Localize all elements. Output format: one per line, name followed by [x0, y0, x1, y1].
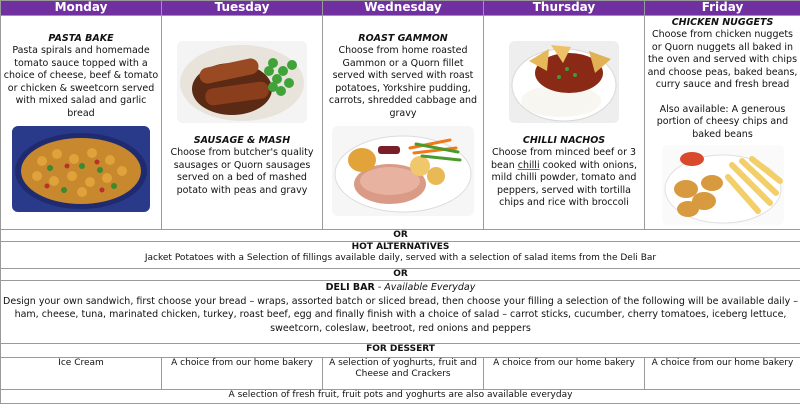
day-header-row [1, 1, 800, 16]
monday-dish-title: PASTA BAKE [48, 33, 114, 44]
tuesday-cell [162, 16, 323, 230]
day-header-friday: Friday [645, 1, 800, 16]
or-row-2 [1, 269, 800, 281]
hot-alternatives-cell [1, 242, 800, 269]
wednesday-dish-title: ROAST GAMMON [358, 33, 448, 44]
deli-bar-heading: DELI BAR [325, 282, 375, 293]
chilli-nachos-photo [509, 41, 619, 123]
friday-dish-description: Choose from chicken nuggets or Quorn nuggets all baked in the oven and served with chips and choose peas, baked beans, curry sauce and fresh bread [647, 29, 798, 90]
sausage-mash-photo [177, 41, 307, 123]
day-header-wednesday: Wednesday [323, 1, 484, 16]
hot-alternatives-heading: HOT ALTERNATIVES [351, 242, 450, 252]
monday-cell [1, 16, 162, 230]
deli-bar-text: Design your own sandwich, first choose your bread – wraps, assorted batch or sliced bread, then choose your filling a selection of the following will be available daily – ham, cheese, tuna, marinated chicken, turkey, roast beef, egg and finally finish with a choice of salad – carrot sticks, cucumber, cherry tomatoes, iceberg lettuce, sweetcorn, coleslaw, beetroot, red onions and peppers [3, 295, 798, 334]
monday-dish-description: Pasta spirals and homemade tomato sauce topped with a choice of cheese, beef & tomato or chicken & sweetcorn served with mixed salad and garlic bread [3, 45, 159, 119]
deli-bar-row [1, 281, 800, 344]
hot-alternatives-row [1, 242, 800, 269]
or-label-1: OR [1, 230, 800, 242]
friday-cell [645, 16, 800, 230]
thursday-dish-description: Choose from minced beef or 3 bean chilli cooked with onions, mild chilli powder, tomato and peppers, served with tortilla chips and rice with broccoli [491, 147, 637, 208]
dessert-item-monday: Ice Cream [1, 358, 162, 390]
friday-also-available: Also available: A generous portion of cheesy chips and baked beans [656, 103, 789, 140]
dessert-heading-row [1, 344, 800, 358]
day-header-thursday: Thursday [484, 1, 645, 16]
tuesday-dish-description: Choose from butcher's quality sausages or Quorn sausages served on a bed of mashed potato with peas and gravy [170, 147, 314, 196]
hot-alternatives-text: Jacket Potatoes with a Selection of fillings available daily, served with a selection of salad items from the Deli Bar [144, 253, 657, 263]
dessert-footer: A selection of fresh fruit, fruit pots and yoghurts are also available everyday [1, 390, 800, 404]
dessert-item-friday: A choice from our home bakery [645, 358, 800, 390]
thursday-cell [484, 16, 645, 230]
wednesday-dish-description: Choose from home roasted Gammon or a Quorn fillet served with served with roast potatoes, Yorkshire pudding, carrots, shredded cabbage and gravy [328, 45, 478, 119]
friday-dish-title: CHICKEN NUGGETS [671, 17, 774, 28]
or-row-1 [1, 230, 800, 242]
or-label-2: OR [1, 269, 800, 281]
wednesday-cell [323, 16, 484, 230]
deli-bar-title [1, 281, 800, 295]
dessert-heading: FOR DESSERT [1, 344, 800, 358]
deli-bar-cell [1, 281, 800, 344]
pasta-bake-photo [12, 126, 150, 212]
day-header-monday: Monday [1, 1, 162, 16]
dessert-footer-row [1, 390, 800, 404]
tuesday-dish-title: SAUSAGE & MASH [193, 135, 291, 146]
dessert-item-tuesday: A choice from our home bakery [162, 358, 323, 390]
dessert-items-row [1, 358, 800, 390]
dessert-item-thursday: A choice from our home bakery [484, 358, 645, 390]
deli-bar-subheading: - Available Everyday [374, 282, 476, 293]
day-header-tuesday: Tuesday [162, 1, 323, 16]
thursday-dish-title: CHILLI NACHOS [522, 135, 606, 146]
dessert-item-wednesday: A selection of yoghurts, fruit and Cheese and Crackers [323, 358, 484, 390]
chilli-word: chilli [517, 159, 540, 171]
chicken-nuggets-photo [662, 145, 784, 225]
roast-gammon-photo [332, 126, 474, 216]
dishes-row [1, 16, 800, 230]
